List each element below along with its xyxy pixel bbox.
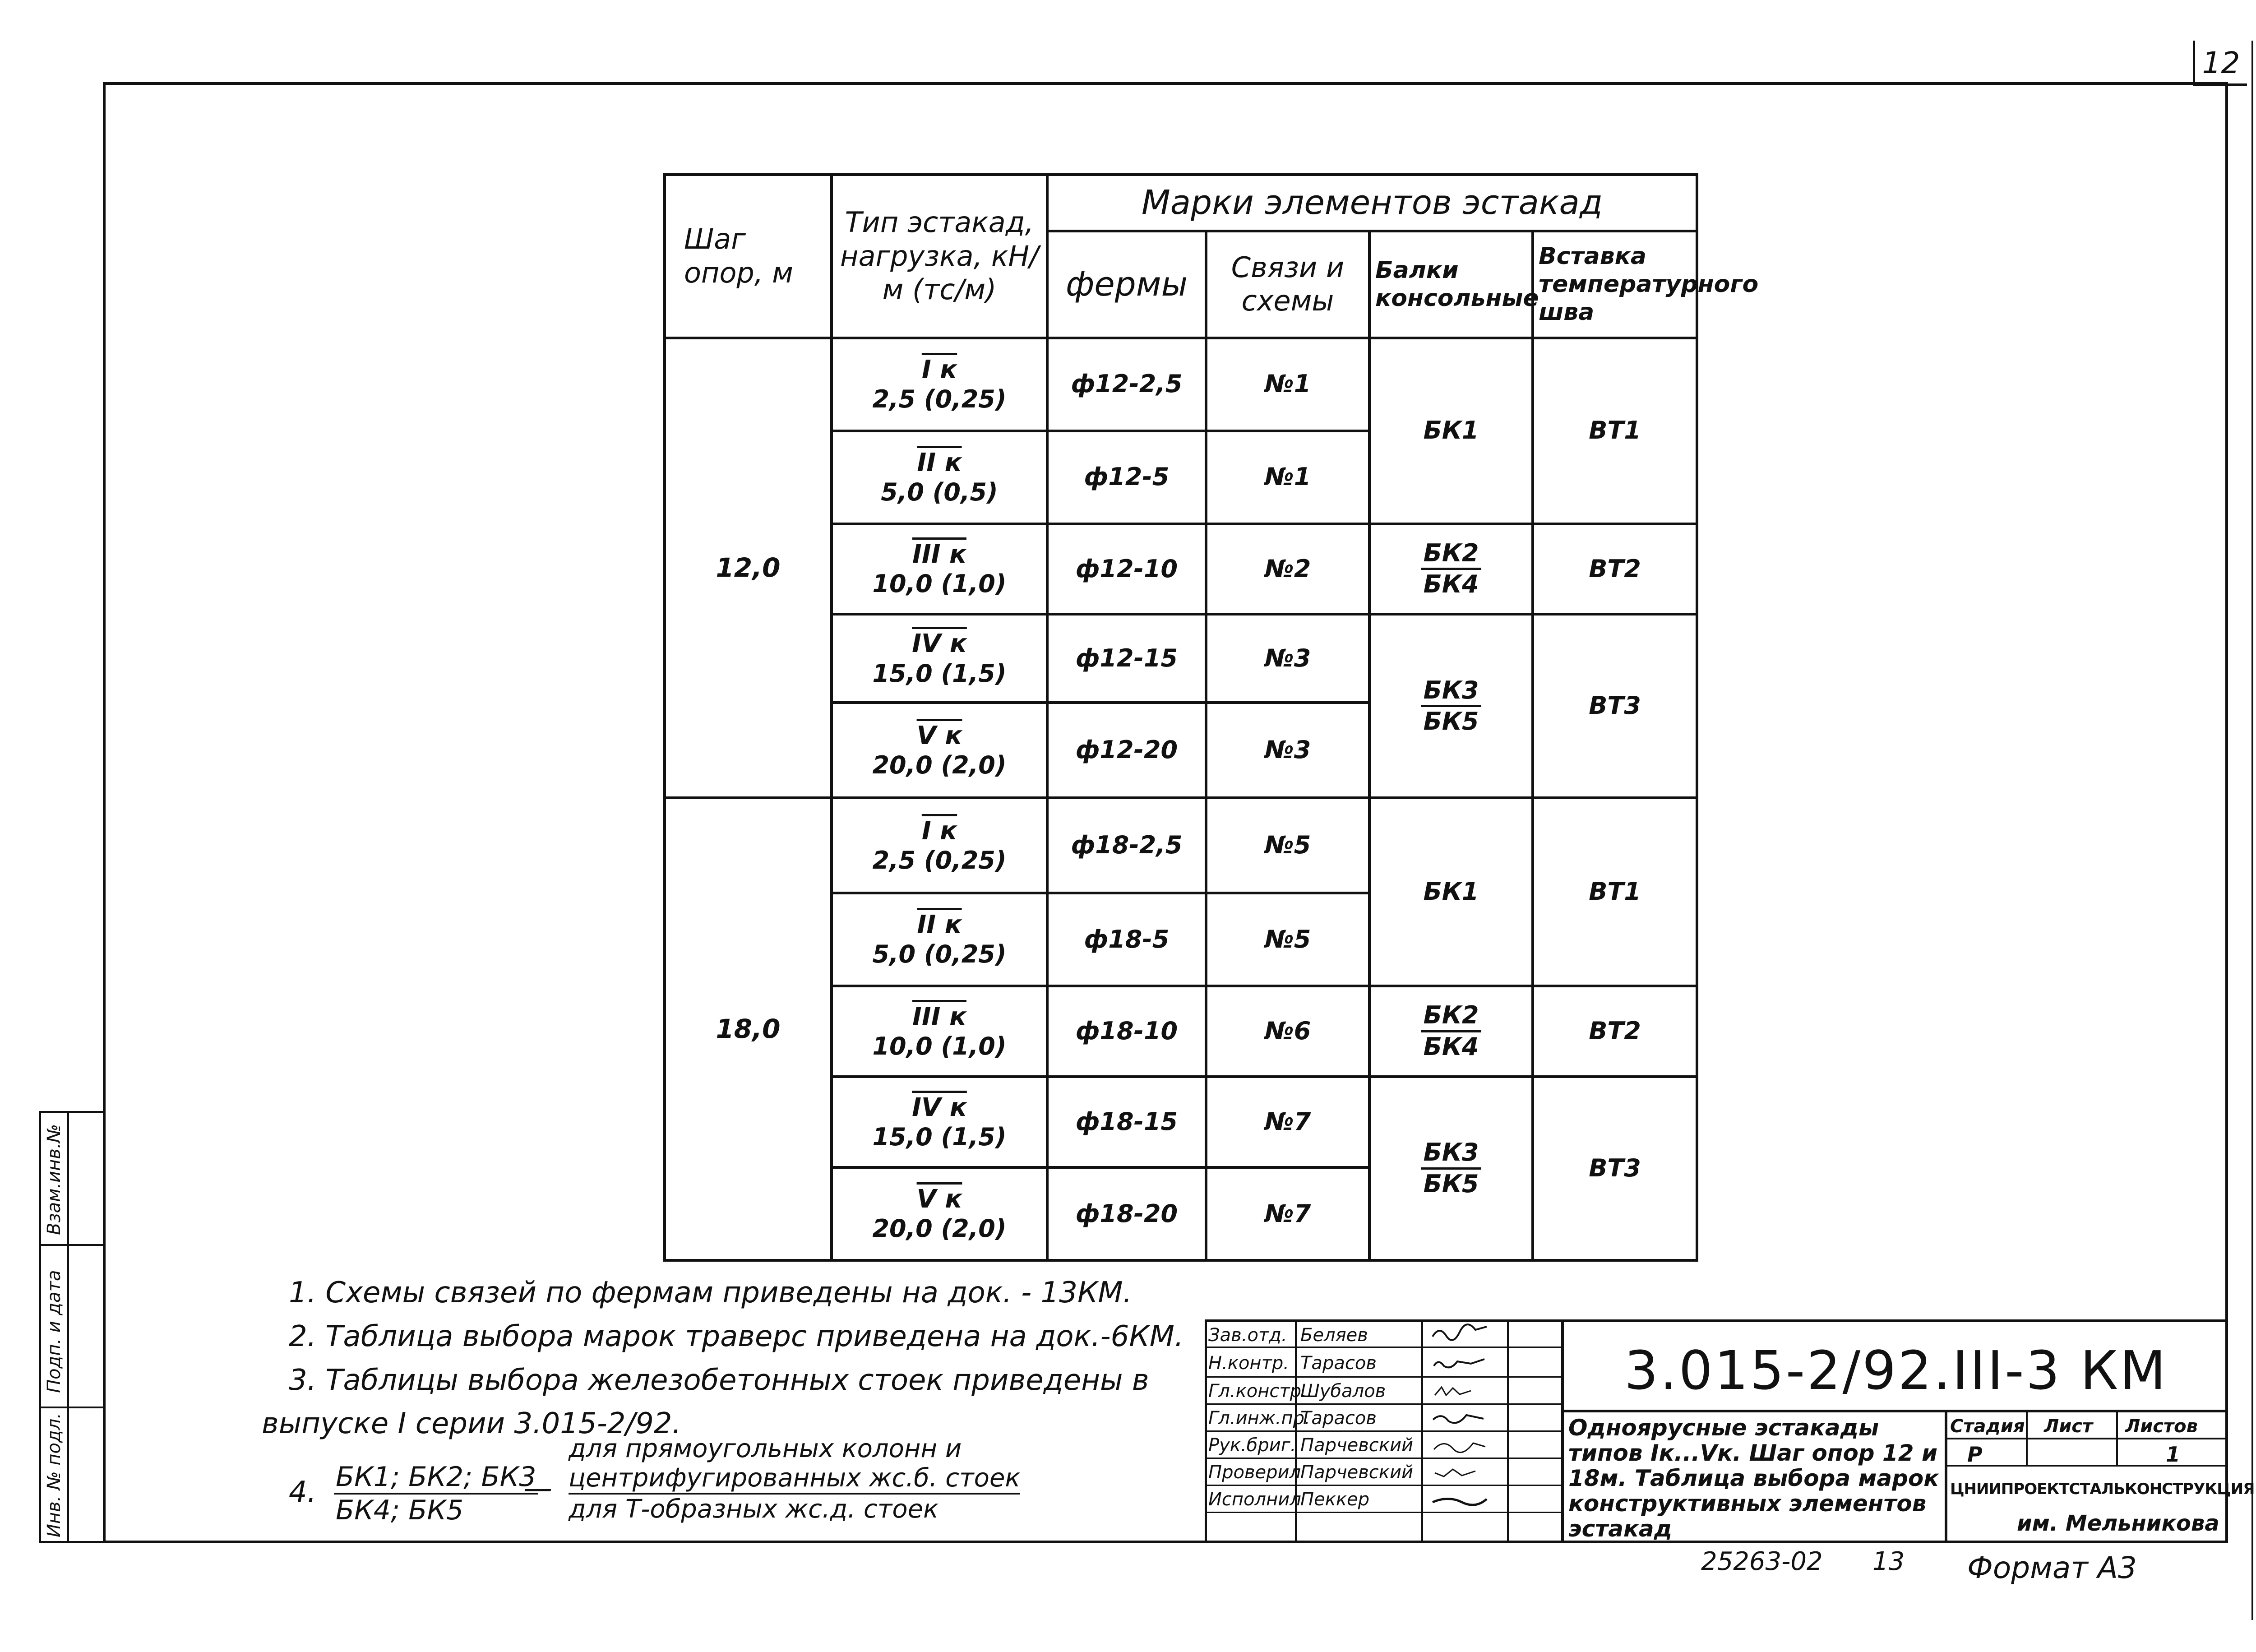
bracing-cell: №5: [1206, 893, 1369, 986]
type-cell: V к 20,0 (2,0): [832, 1167, 1047, 1260]
role: Н.контр.: [1208, 1353, 1289, 1374]
insert-cell: ВТ3: [1533, 1077, 1697, 1260]
header-insert: Вставка температурного шва: [1533, 231, 1697, 338]
type-cell: I к 2,5 (0,25): [832, 798, 1047, 893]
type-cell: III к 10,0 (1,0): [832, 986, 1047, 1077]
header-bracing: Связи и схемы: [1206, 231, 1369, 338]
truss-cell: ф18-20: [1047, 1167, 1206, 1260]
side-label-inv: Инв. № подл.: [44, 1413, 65, 1537]
note-4-text: для прямоугольных колонн и центрифугированных жс.б. стоек для Т-образных жс.д. стоек: [569, 1434, 1021, 1524]
beam-cell: $\frac{БК3}{БК5}$: [1369, 1077, 1533, 1260]
signature-icon: [1430, 1383, 1489, 1401]
bracing-cell: №3: [1206, 614, 1369, 703]
bracing-cell: №1: [1206, 338, 1369, 431]
role: Гл.констр.: [1208, 1381, 1307, 1402]
stage-value: Р: [1967, 1442, 1983, 1467]
beam-cell: БК1: [1369, 798, 1533, 986]
note-3b: выпуске I серии 3.015-2/92.: [262, 1407, 681, 1440]
header-step: Шаг опор, м: [665, 175, 832, 338]
beam-cell: $\frac{БК3}{БК5}$: [1369, 614, 1533, 798]
note-1: 1. Схемы связей по фермам приведены на док. - 13КМ.: [289, 1276, 1132, 1310]
truss-cell: ф12-10: [1047, 524, 1206, 615]
note-4-fraction: БК1; БК2; БК3 БК4; БК5: [334, 1461, 538, 1526]
bracing-cell: №2: [1206, 524, 1369, 615]
bracing-cell: №7: [1206, 1167, 1369, 1260]
sheets-value: 1: [2166, 1442, 2181, 1467]
format-label: Формат А3: [1967, 1550, 2137, 1585]
signature-icon: [1430, 1355, 1489, 1373]
bracing-cell: №1: [1206, 431, 1369, 524]
truss-cell: ф18-2,5: [1047, 798, 1206, 893]
truss-cell: ф18-15: [1047, 1077, 1206, 1167]
signature-icon: [1430, 1491, 1489, 1509]
truss-cell: ф12-15: [1047, 614, 1206, 703]
header-type: Тип эстакад, нагрузка, кН/м (тс/м): [832, 175, 1047, 338]
note-4-dash: —: [523, 1472, 552, 1505]
sheets-label: Листов: [2125, 1416, 2198, 1437]
step-value: 12,0: [665, 338, 832, 798]
role: Гл.инж.пр.: [1208, 1408, 1310, 1429]
type-cell: IV к 15,0 (1,5): [832, 1077, 1047, 1167]
role: Зав.отд.: [1208, 1325, 1287, 1346]
truss-cell: ф12-2,5: [1047, 338, 1206, 431]
person-name: Тарасов: [1300, 1408, 1377, 1429]
note-3a: 3. Таблицы выбора железобетонных стоек приведены в: [289, 1364, 1149, 1397]
person-name: Парчевский: [1300, 1462, 1413, 1483]
insert-cell: ВТ1: [1533, 338, 1697, 524]
sheet-label: Лист: [2044, 1416, 2093, 1437]
person-name: Пеккер: [1300, 1489, 1370, 1510]
page-number: 13: [1872, 1547, 1905, 1576]
signature-icon: [1430, 1437, 1489, 1455]
note-2: 2. Таблица выбора марок траверс приведена на док.-6КМ.: [289, 1320, 1184, 1353]
person-name: Шубалов: [1300, 1381, 1386, 1402]
signature-icon: [1430, 1323, 1489, 1341]
stage-label: Стадия: [1950, 1416, 2025, 1437]
selection-table: [663, 173, 1759, 1262]
signature-icon: [1430, 1464, 1489, 1482]
document-code: 3.015-2/92.III-3 КМ: [1624, 1339, 2168, 1402]
beam-cell: $\frac{БК2}{БК4}$: [1369, 524, 1533, 615]
truss-cell: ф18-10: [1047, 986, 1206, 1077]
table-row: [665, 798, 1697, 893]
person-name: Парчевский: [1300, 1435, 1413, 1456]
role: Исполнил: [1208, 1489, 1301, 1510]
step-value: 18,0: [665, 798, 832, 1260]
archive-number: 25263-02: [1701, 1547, 1823, 1576]
side-label-replace: Взам.инв.№: [44, 1124, 65, 1235]
title-block: [1205, 1319, 2255, 1543]
sheet-number: 12: [2193, 41, 2247, 86]
organization-sub: им. Мельникова: [2017, 1511, 2219, 1536]
bracing-cell: №6: [1206, 986, 1369, 1077]
person-name: Беляев: [1300, 1325, 1368, 1346]
truss-cell: ф18-5: [1047, 893, 1206, 986]
insert-cell: ВТ1: [1533, 798, 1697, 986]
note-4-number: 4.: [289, 1476, 317, 1509]
side-label-sign-date: Подп. и дата: [44, 1270, 65, 1393]
margin-line: [2251, 41, 2253, 1620]
type-cell: II к 5,0 (0,5): [832, 431, 1047, 524]
insert-cell: ВТ2: [1533, 986, 1697, 1077]
bracing-cell: №3: [1206, 703, 1369, 798]
truss-cell: ф12-5: [1047, 431, 1206, 524]
bracing-cell: №5: [1206, 798, 1369, 893]
person-name: Тарасов: [1300, 1353, 1377, 1374]
header-beams: Балки консольные: [1369, 231, 1533, 338]
organization: ЦНИИПРОЕКТСТАЛЬКОНСТРУКЦИЯ: [1950, 1480, 2255, 1498]
type-cell: V к 20,0 (2,0): [832, 703, 1047, 798]
insert-cell: ВТ2: [1533, 524, 1697, 615]
document-title: Одноярусные эстакады типов Iк...Vк. Шаг опор 12 и 18м. Таблица выбора марок конструктивных элементов эстакад: [1568, 1415, 1939, 1542]
beam-cell: БК1: [1369, 338, 1533, 524]
signature-icon: [1430, 1410, 1489, 1428]
insert-cell: ВТ3: [1533, 614, 1697, 798]
side-strip: [39, 1111, 103, 1543]
header-trusses: фермы: [1047, 231, 1206, 338]
type-cell: II к 5,0 (0,25): [832, 893, 1047, 986]
role: Проверил: [1208, 1462, 1301, 1483]
type-cell: I к 2,5 (0,25): [832, 338, 1047, 431]
header-group: Марки элементов эстакад: [1047, 175, 1697, 231]
table-row: [665, 338, 1697, 431]
type-cell: IV к 15,0 (1,5): [832, 614, 1047, 703]
beam-cell: $\frac{БК2}{БК4}$: [1369, 986, 1533, 1077]
bracing-cell: №7: [1206, 1077, 1369, 1167]
truss-cell: ф12-20: [1047, 703, 1206, 798]
type-cell: III к 10,0 (1,0): [832, 524, 1047, 615]
role: Рук.бриг.: [1208, 1435, 1296, 1456]
